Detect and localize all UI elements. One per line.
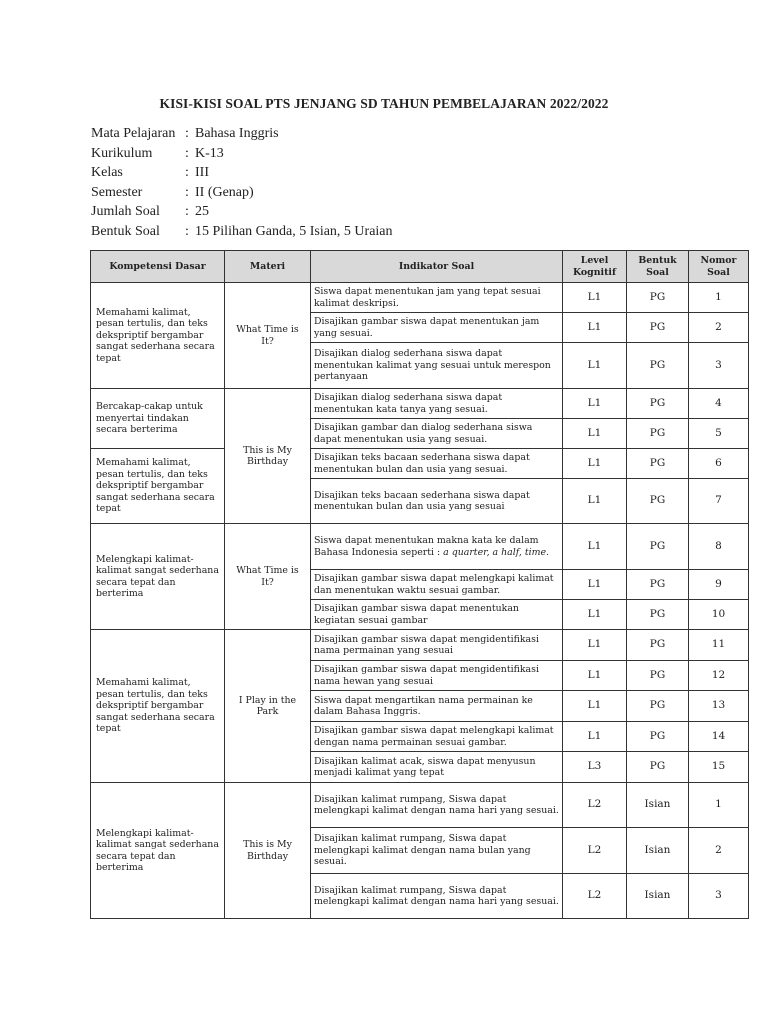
meta-label: Bentuk Soal [91,223,160,239]
meta-row-semester [91,183,691,203]
meta-value: Bahasa Inggris [195,126,279,141]
indikator-cell [311,524,563,570]
indikator-cell: Disajikan teks bacaan sederhana siswa dapat menentukan bulan dan usia yang sesuai [311,479,563,524]
nomor-cell: 6 [689,449,749,479]
level-cell: L1 [563,630,627,661]
level-cell: L2 [563,783,627,828]
level-cell: L3 [563,752,627,783]
meta-separator: : [185,204,189,219]
indikator-text: Siswa dapat menentukan makna kata ke dalam Bahasa Indonesia seperti : [314,535,539,558]
nomor-cell: 12 [689,661,749,691]
meta-separator: : [185,223,189,239]
table-header-row [91,251,749,283]
level-cell: L1 [563,691,627,722]
header-indikator-soal: Indikator Soal [311,251,563,283]
indikator-cell: Disajikan gambar dan dialog sederhana siswa dapat menentukan usia yang sesuai. [311,419,563,449]
meta-separator: : [185,184,189,200]
indikator-cell: Disajikan kalimat rumpang, Siswa dapat melengkapi kalimat dengan nama hari yang sesuai. [311,783,563,828]
nomor-cell: 14 [689,722,749,752]
kompetensi-dasar-cell: Melengkapi kalimat-kalimat sangat sederhana secara tepat dan berterima [91,783,225,919]
bentuk-cell: Isian [627,783,689,828]
bentuk-cell: PG [627,479,689,524]
bentuk-cell: PG [627,722,689,752]
level-cell: L1 [563,283,627,313]
indikator-cell: Disajikan dialog sederhana siswa dapat menentukan kata tanya yang sesuai. [311,389,563,419]
table-row [91,783,749,828]
kompetensi-dasar-cell: Memahami kalimat, pesan tertulis, dan teks dekspriptif bergambar sangat sederhana secara tepat [91,630,225,783]
meta-separator: : [185,145,189,161]
kompetensi-dasar-cell: Bercakap-cakap untuk menyertai tindakan secara berterima [91,389,225,449]
level-cell: L1 [563,343,627,389]
nomor-cell: 3 [689,874,749,919]
nomor-cell: 2 [689,828,749,874]
bentuk-cell: PG [627,661,689,691]
meta-row-bentuk-soal [91,222,691,242]
kompetensi-dasar-cell: Melengkapi kalimat-kalimat sangat sederhana secara tepat dan berterima [91,524,225,630]
nomor-cell: 8 [689,524,749,570]
nomor-cell: 13 [689,691,749,722]
nomor-cell: 11 [689,630,749,661]
nomor-cell: 2 [689,313,749,343]
meta-label: Kelas [91,165,123,180]
meta-separator: : [185,165,189,180]
nomor-cell: 4 [689,389,749,419]
nomor-cell: 10 [689,600,749,630]
indikator-cell: Disajikan teks bacaan sederhana siswa dapat menentukan bulan dan usia yang sesuai. [311,449,563,479]
nomor-cell: 7 [689,479,749,524]
nomor-cell: 1 [689,783,749,828]
table-row [91,630,749,661]
nomor-cell: 9 [689,570,749,600]
nomor-cell: 15 [689,752,749,783]
indikator-cell: Disajikan kalimat acak, siswa dapat menyusun menjadi kalimat yang tepat [311,752,563,783]
kompetensi-dasar-cell: Memahami kalimat, pesan tertulis, dan teks dekspriptif bergambar sangat sederhana secara tepat [91,449,225,524]
meta-row-kelas [91,163,691,183]
level-cell: L1 [563,449,627,479]
materi-cell: I Play in the Park [225,630,311,783]
bentuk-cell: Isian [627,828,689,874]
bentuk-cell: PG [627,313,689,343]
bentuk-cell: PG [627,630,689,661]
indikator-cell: Disajikan gambar siswa dapat melengkapi kalimat dan menentukan waktu sesuai gambar. [311,570,563,600]
meta-row-mata-pelajaran [91,124,691,144]
table-row [91,283,749,313]
indikator-cell: Siswa dapat mengartikan nama permainan ke dalam Bahasa Inggris. [311,691,563,722]
indikator-cell: Disajikan kalimat rumpang, Siswa dapat melengkapi kalimat dengan nama hari yang sesuai. [311,874,563,919]
header-nomor-soal: Nomor Soal [689,251,749,283]
bentuk-cell: PG [627,419,689,449]
table-row [91,389,749,419]
level-cell: L2 [563,874,627,919]
document-title: KISI-KISI SOAL PTS JENJANG SD TAHUN PEMBELAJARAN 2022/2022 [159,96,609,111]
document-metadata [91,124,691,241]
header-kompetensi-dasar: Kompetensi Dasar [91,251,225,283]
meta-separator: : [185,126,189,141]
bentuk-cell: PG [627,343,689,389]
table-row [91,524,749,570]
materi-cell: What Time is It? [225,283,311,389]
bentuk-cell: PG [627,283,689,313]
level-cell: L1 [563,419,627,449]
bentuk-cell: PG [627,524,689,570]
kompetensi-dasar-cell: Memahami kalimat, pesan tertulis, dan teks dekspriptif bergambar sangat sederhana secara tepat [91,283,225,389]
meta-value: II (Genap) [195,184,254,200]
level-cell: L1 [563,524,627,570]
indikator-cell: Disajikan gambar siswa dapat menentukan jam yang sesuai. [311,313,563,343]
materi-cell: This is My Birthday [225,783,311,919]
meta-row-jumlah-soal [91,202,691,222]
kisi-kisi-table [90,250,749,919]
materi-cell: This is My Birthday [225,389,311,524]
level-cell: L1 [563,479,627,524]
header-materi: Materi [225,251,311,283]
meta-value: 25 [195,204,209,219]
bentuk-cell: PG [627,752,689,783]
level-cell: L1 [563,313,627,343]
bentuk-cell: Isian [627,874,689,919]
nomor-cell: 1 [689,283,749,313]
level-cell: L1 [563,722,627,752]
indikator-cell: Disajikan kalimat rumpang, Siswa dapat melengkapi kalimat dengan nama bulan yang sesuai. [311,828,563,874]
level-cell: L2 [563,828,627,874]
indikator-cell: Disajikan dialog sederhana siswa dapat menentukan kalimat yang sesuai untuk merespon pertanyaan [311,343,563,389]
level-cell: L1 [563,570,627,600]
bentuk-cell: PG [627,389,689,419]
level-cell: L1 [563,661,627,691]
indikator-cell: Disajikan gambar siswa dapat mengidentifikasi nama hewan yang sesuai [311,661,563,691]
meta-label: Jumlah Soal [91,204,160,219]
bentuk-cell: PG [627,449,689,479]
table-row [91,449,749,479]
bentuk-cell: PG [627,570,689,600]
materi-cell: What Time is It? [225,524,311,630]
indikator-cell: Disajikan gambar siswa dapat melengkapi kalimat dengan nama permainan sesuai gambar. [311,722,563,752]
nomor-cell: 5 [689,419,749,449]
meta-label: Mata Pelajaran [91,126,176,141]
indikator-italic-text: a quarter, a half, time. [443,546,550,558]
meta-label: Kurikulum [91,145,153,161]
level-cell: L1 [563,389,627,419]
bentuk-cell: PG [627,600,689,630]
indikator-cell: Disajikan gambar siswa dapat mengidentifikasi nama permainan yang sesuai [311,630,563,661]
header-bentuk-soal: Bentuk Soal [627,251,689,283]
meta-value: K-13 [195,145,224,161]
meta-label: Semester [91,184,143,200]
header-level-kognitif: Level Kognitif [563,251,627,283]
indikator-cell: Siswa dapat menentukan jam yang tepat sesuai kalimat deskripsi. [311,283,563,313]
meta-row-kurikulum [91,144,691,164]
bentuk-cell: PG [627,691,689,722]
meta-value: III [195,165,209,180]
indikator-cell: Disajikan gambar siswa dapat menentukan kegiatan sesuai gambar [311,600,563,630]
meta-value: 15 Pilihan Ganda, 5 Isian, 5 Uraian [195,223,393,239]
level-cell: L1 [563,600,627,630]
nomor-cell: 3 [689,343,749,389]
